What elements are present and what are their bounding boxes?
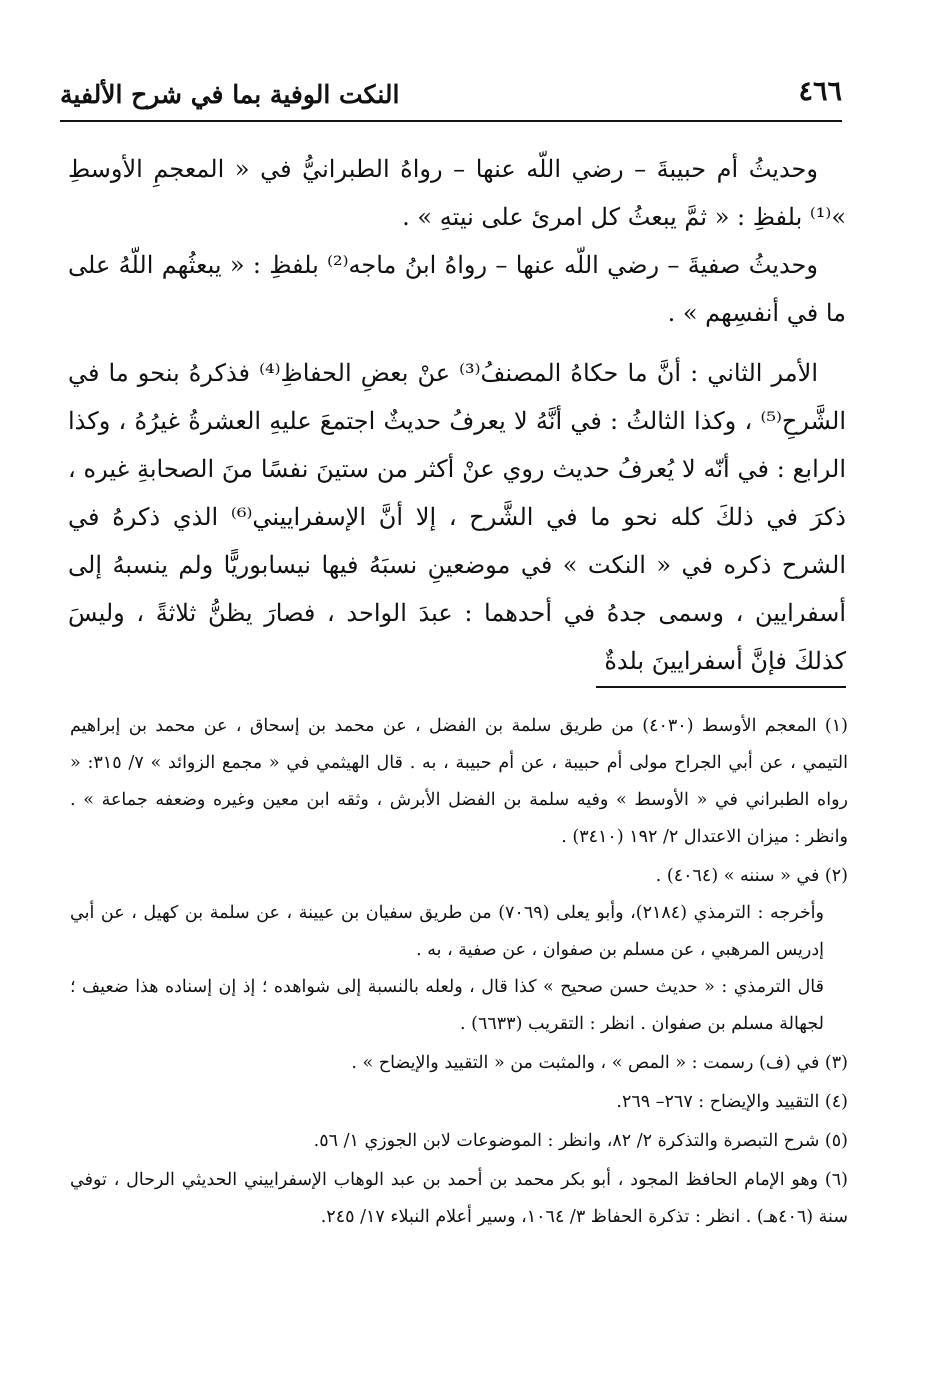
footnotes [70, 708, 848, 1236]
footnote-6: (٦) وهو الإمام الحافظ المجود ، أبو بكر محمد بن أحمد بن عبد الوهاب الإسفراييني الحديثي الرحال ، توفي سنة (٤٠٦هـ) . انظر : تذكرة الحفاظ ٣/ ١٠٦٤، وسير أعلام النبلاء ١٧/ ٢٤٥. [70, 1170, 848, 1227]
running-header [60, 74, 842, 122]
footnote-2-continuation: وأخرجه : الترمذي (٢١٨٤)، وأبو يعلى (٧٠٦٩) من طريق سفيان بن عيينة ، عن سلمة بن كهيل ، عن أبي إدريس المرهبي ، عن مسلم بن صفوان ، عن صفية ، به . [70, 903, 824, 960]
footnote-5: (٥) شرح التبصرة والتذكرة ٢/ ٨٢، وانظر : الموضوعات لابن الجوزي ١/ ٥٦. [313, 1131, 848, 1151]
main-text [68, 145, 846, 685]
footnote-2: (٢) في « سننه » (٤٠٦٤) . [655, 866, 848, 886]
paragraph-3: الأمر الثاني : أنَّ ما حكاهُ المصنفُ⁽³⁾ عنْ بعضِ الحفاظِ⁽⁴⁾ فذكرهُ بنحو ما في الشَّرحِ⁽⁵⁾ ، وكذا الثالثُ : في أنَّهُ لا يعرفُ حديثٌ اجتمعَ عليهِ العشرةُ غيرُهُ ، وكذا الرابع : في أنّه لا يُعرفُ حديث روي عنْ أكثر من ستينَ نفسًا منَ الصحابةِ غيره ، ذكرَ في ذلكَ كله نحو ما في الشَّرح ، إلا أنَّ الإسفراييني⁽⁶⁾ الذي ذكرهُ في الشرح ذكره في « النكت » في موضعينِ نسبَهُ فيها نيسابوريًّا ولم ينسبهُ إلى أسفرايين ، وسمى جدهُ في أحدهما : عبدَ الواحد ، فصارَ يظنُّ ثلاثةً ، وليسَ كذلكَ فإنَّ أسفرايينَ بلدةٌ [68, 359, 847, 675]
footnote-separator [596, 686, 846, 688]
paragraph-2: وحديثُ صفيةَ – رضي اللّه عنها – رواهُ ابنُ ماجه⁽²⁾ بلفظِ : « يبعثُهم اللّهُ على ما في أنفسِهم » . [68, 251, 846, 327]
footnote-2-comment: قال الترمذي : « حديث حسن صحيح » كذا قال ، ولعله بالنسبة إلى شواهده ؛ إذ إن إسناده هذا ضعيف ؛ لجهالة مسلم بن صفوان . انظر : التقريب (٦٦٣٣) . [70, 977, 824, 1034]
footnote-1: (١) المعجم الأوسط (٤٠٣٠) من طريق سلمة بن الفضل ، عن محمد بن إسحاق ، عن محمد بن إبراهيم التيمي ، عن أبي الجراح مولى أم حبيبة ، عن أم حبيبة ، به . قال الهيثمي في « مجمع الزوائد » ٧/ ٣١٥: « رواه الطبراني في « الأوسط » وفيه سلمة بن الفضل الأبرش ، وثقه ابن معين وغيره وضعفه جماعة » . وانظر : ميزان الاعتدال ٢/ ١٩٢ (٣٤١٠) . [70, 716, 849, 847]
footnote-3: (٣) في (ف) رسمت : « المص » ، والمثبت من « التقييد والإيضاح » . [351, 1053, 848, 1073]
running-title: النكت الوفية بما في شرح الألفية [60, 80, 400, 109]
page-number: ٤٦٦ [798, 76, 842, 107]
paragraph-1: وحديثُ أم حبيبةَ – رضي اللّه عنها – رواهُ الطبرانيُّ في « المعجمِ الأوسطِ »⁽¹⁾ بلفظِ : « ثمَّ يبعثُ كل امرئ على نيتهِ » . [68, 155, 846, 231]
footnote-4: (٤) التقييد والإيضاح : ٢٦٧– ٢٦٩. [616, 1092, 848, 1112]
